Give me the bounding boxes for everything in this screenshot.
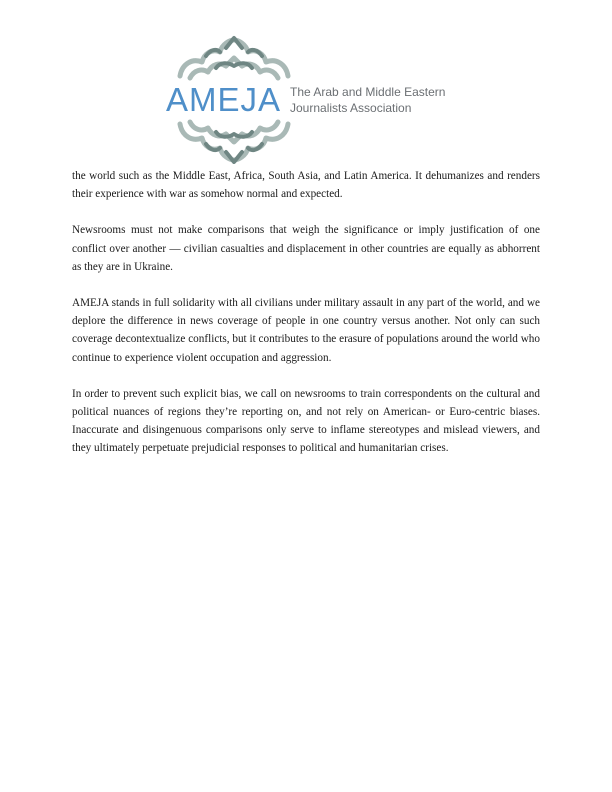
ameja-logo <box>160 34 460 164</box>
statement-body <box>72 167 540 476</box>
paragraph-3: AMEJA stands in full solidarity with all civilians under military assault in any part of the world, and we deplore the difference in news coverage of people in one country versus another. Not only can such coverage decontextualize conflicts, but it contributes to the erasure of populations around the world who continue to experience violent occupation and aggression. <box>72 297 540 364</box>
logo-tagline-line-1: The Arab and Middle Eastern <box>290 85 446 99</box>
logo-wordmark: AMEJA <box>166 81 282 118</box>
paragraph-2: Newsrooms must not make comparisons that weigh the significance or imply justification of one conflict over another — civilian casualties and displacement in other countries are equally as abhorrent as they are in Ukraine. <box>72 224 540 273</box>
paragraph-1: the world such as the Middle East, Africa, South Asia, and Latin America. It dehumanizes and renders their experience with war as somehow normal and expected. <box>72 170 540 201</box>
paragraph-4: In order to prevent such explicit bias, we call on newsrooms to train correspondents on the cultural and political nuances of regions they’re reporting on, and not rely on American- or Euro-centric biases. Inaccurate and disingenuous comparisons only serve to inflame stereotypes and mislead viewers, and they ultimately perpetuate prejudicial responses to political and humanitarian crises. <box>72 387 540 455</box>
logo-tagline-line-2: Journalists Association <box>290 101 412 115</box>
logo-tagline <box>290 84 460 116</box>
